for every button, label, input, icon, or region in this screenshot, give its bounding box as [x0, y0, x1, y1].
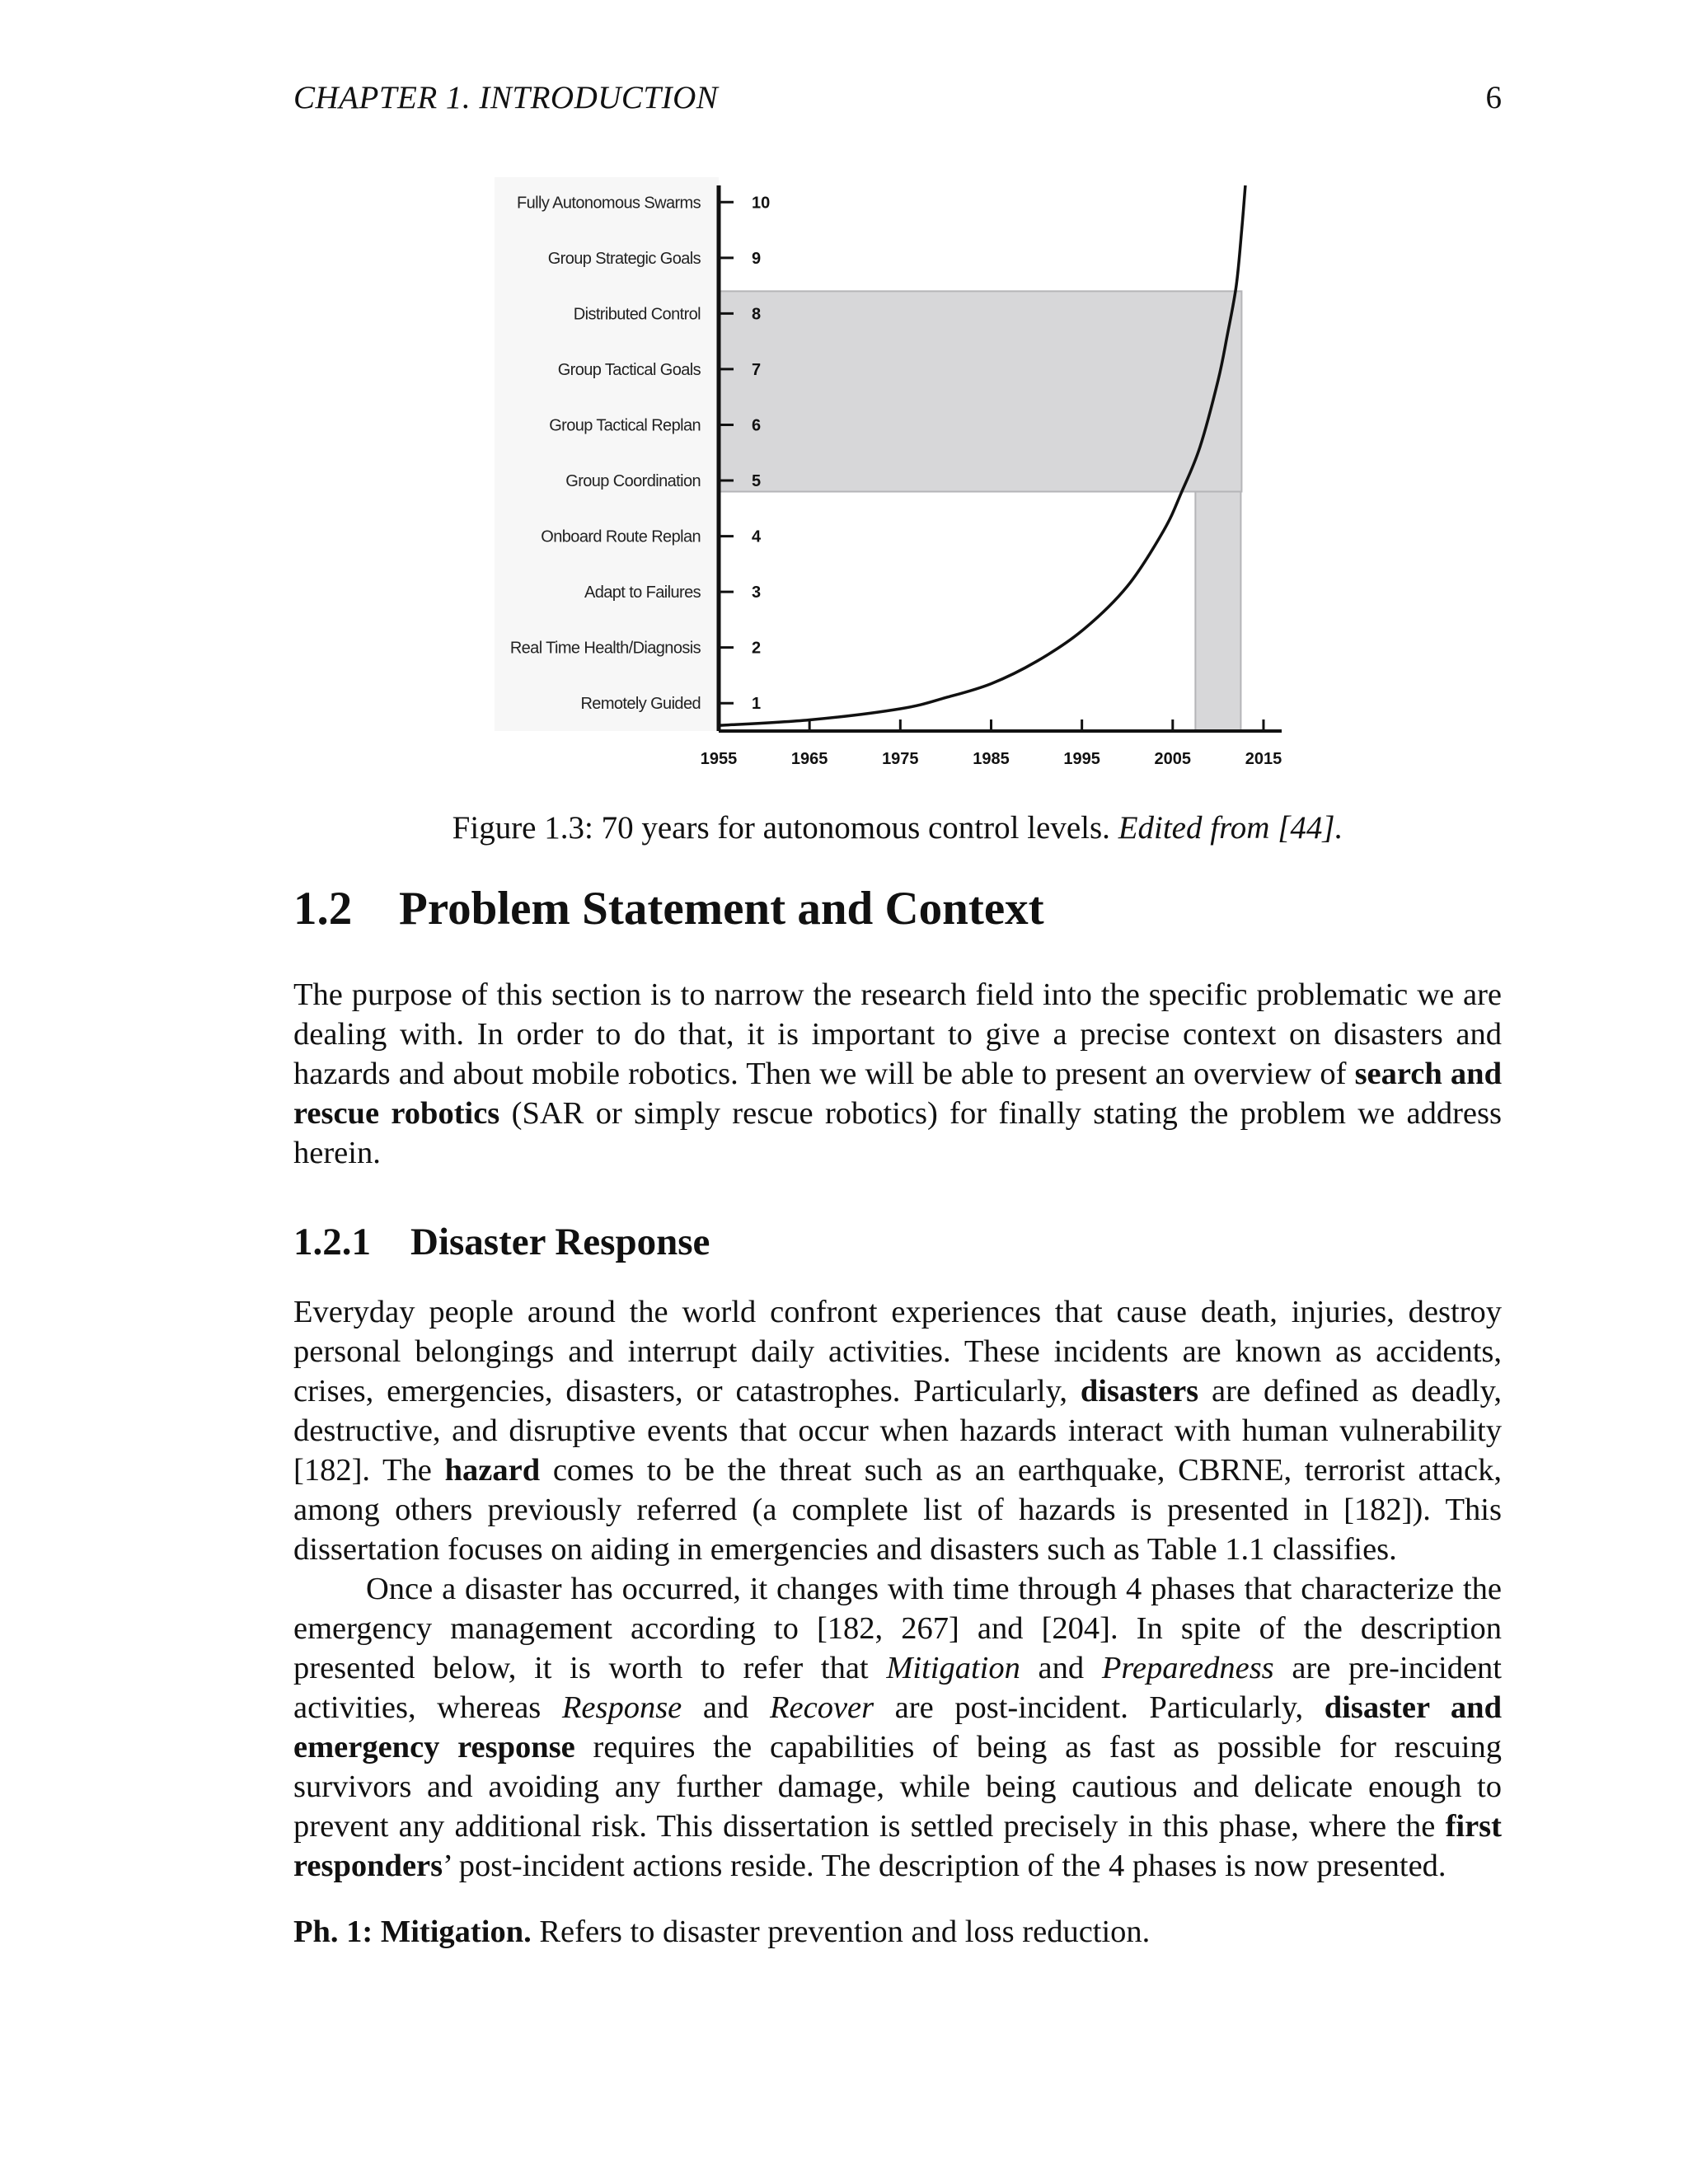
running-header — [293, 79, 1502, 129]
text-run: and — [1020, 1651, 1102, 1685]
y-tick-label: 4 — [752, 527, 762, 546]
y-tick-label: 3 — [752, 583, 762, 602]
y-tick-label: 10 — [752, 194, 771, 213]
italic-term: Preparedness — [1101, 1651, 1274, 1685]
y-tick-label: 8 — [752, 305, 762, 324]
text-run: Refers to disaster prevention and loss reduction. — [531, 1915, 1151, 1949]
phase-label: Ph. 1: Mitigation. — [293, 1915, 532, 1949]
text-run: are post-incident. Particularly, — [874, 1690, 1325, 1725]
y-tick-label: 7 — [752, 360, 762, 379]
y-category-label: Fully Autonomous Swarms — [517, 194, 701, 213]
page-number: 6 — [1485, 80, 1502, 115]
paragraph-mitigation — [293, 1912, 1502, 1952]
x-tick-label: 1975 — [882, 750, 919, 768]
y-category-label: Group Tactical Goals — [557, 360, 701, 379]
text-run: requires the capabilities of being as fast as possible for rescuing survivors and avoiding any further damage, while being cautious and delicate enough to prevent any additional risk. This dissertation is settled precisely in this phase, where the — [293, 1730, 1502, 1844]
highlight-year-band — [1195, 492, 1240, 731]
y-category-label: Group Strategic Goals — [547, 249, 701, 268]
italic-term: Response — [561, 1690, 682, 1725]
text-run: comes to be the threat such as an earthquake, CBRNE, terrorist attack, among others previously referred (a complete list of hazards is presented in [182]). This dissertation focuses on aiding in emergencies and disasters such as Table 1.1 classifies. — [293, 1453, 1502, 1567]
subsection-heading — [293, 1220, 710, 1264]
text-run: are defined as deadly, destructive, and disruptive events that occur when hazards interact with human vulnerability [182]. The — [293, 1374, 1502, 1488]
paragraph-phases — [293, 1569, 1502, 1886]
highlight-level-band — [720, 291, 1241, 491]
bold-term-sar: search and rescue robotics — [293, 1057, 1502, 1131]
paragraph-disasters — [293, 1292, 1502, 1569]
text-run: Everyday people around the world confront experiences that cause death, injuries, destroy personal belongings and interrupt daily activities. These incidents are known as accidents, crises, emergencies, disasters, or catastrophes. Particularly, — [293, 1295, 1502, 1408]
y-category-label: Remotely Guided — [580, 695, 701, 714]
x-tick-label: 1955 — [700, 750, 738, 768]
caption-text: Figure 1.3: 70 years for autonomous control levels. — [452, 810, 1118, 846]
paragraph-intro — [293, 975, 1502, 1173]
italic-term: Recover — [770, 1690, 874, 1725]
section-title: Problem Statement and Context — [399, 883, 1044, 935]
x-tick-label: 2005 — [1154, 750, 1192, 768]
text-run: (SAR or simply rescue robotics) for finally stating the problem we address herein. — [293, 1096, 1502, 1170]
subsection-number: 1.2.1 — [293, 1221, 371, 1263]
caption-source: Edited from [44]. — [1118, 810, 1343, 846]
subsection-title: Disaster Response — [410, 1221, 710, 1263]
y-category-label: Group Tactical Replan — [549, 416, 701, 435]
y-tick-label: 9 — [752, 249, 762, 268]
x-tick-label: 2015 — [1245, 750, 1282, 768]
figure-caption — [293, 809, 1502, 846]
x-tick-label: 1965 — [790, 750, 828, 768]
autonomy-levels-chart — [495, 177, 1302, 787]
bold-term-hazard: hazard — [444, 1453, 541, 1488]
y-category-label: Distributed Control — [573, 305, 701, 324]
x-tick-label: 1985 — [973, 750, 1010, 768]
text-run: are pre-incident activities, whereas — [293, 1651, 1503, 1725]
bold-term-first-responders: first responders — [293, 1809, 1502, 1883]
y-category-label: Group Coordination — [565, 472, 701, 491]
y-category-label: Real Time Health/Diagnosis — [509, 639, 701, 658]
bold-term-disasters: disasters — [1080, 1374, 1199, 1408]
text-run: and — [682, 1690, 770, 1725]
y-tick-label: 1 — [752, 695, 762, 714]
bold-term-response: disaster and emergency response — [293, 1690, 1502, 1765]
section-number: 1.2 — [293, 883, 353, 935]
chapter-title: CHAPTER 1. INTRODUCTION — [293, 80, 719, 115]
italic-term: Mitigation — [886, 1651, 1020, 1685]
y-tick-label: 2 — [752, 639, 762, 658]
x-tick-label: 1995 — [1063, 750, 1100, 768]
text-run: Once a disaster has occurred, it changes with time through 4 phases that characterize the emergency management according to [182, 267] and [204]. In spite of the description presented below, it is worth to refer that — [293, 1572, 1502, 1685]
section-heading — [293, 882, 1044, 935]
y-category-label: Onboard Route Replan — [541, 527, 701, 546]
text-run: ’ post-incident actions reside. The description of the 4 phases is now presented. — [443, 1849, 1447, 1883]
y-category-label: Adapt to Failures — [584, 583, 701, 602]
y-tick-label: 6 — [752, 416, 762, 435]
text-run: The purpose of this section is to narrow the research field into the specific problematic we are dealing with. In order to do that, it is important to give a precise context on disasters and hazards and about mobile robotics. Then we will be able to present an overview of — [293, 977, 1502, 1091]
y-tick-label: 5 — [752, 472, 762, 491]
